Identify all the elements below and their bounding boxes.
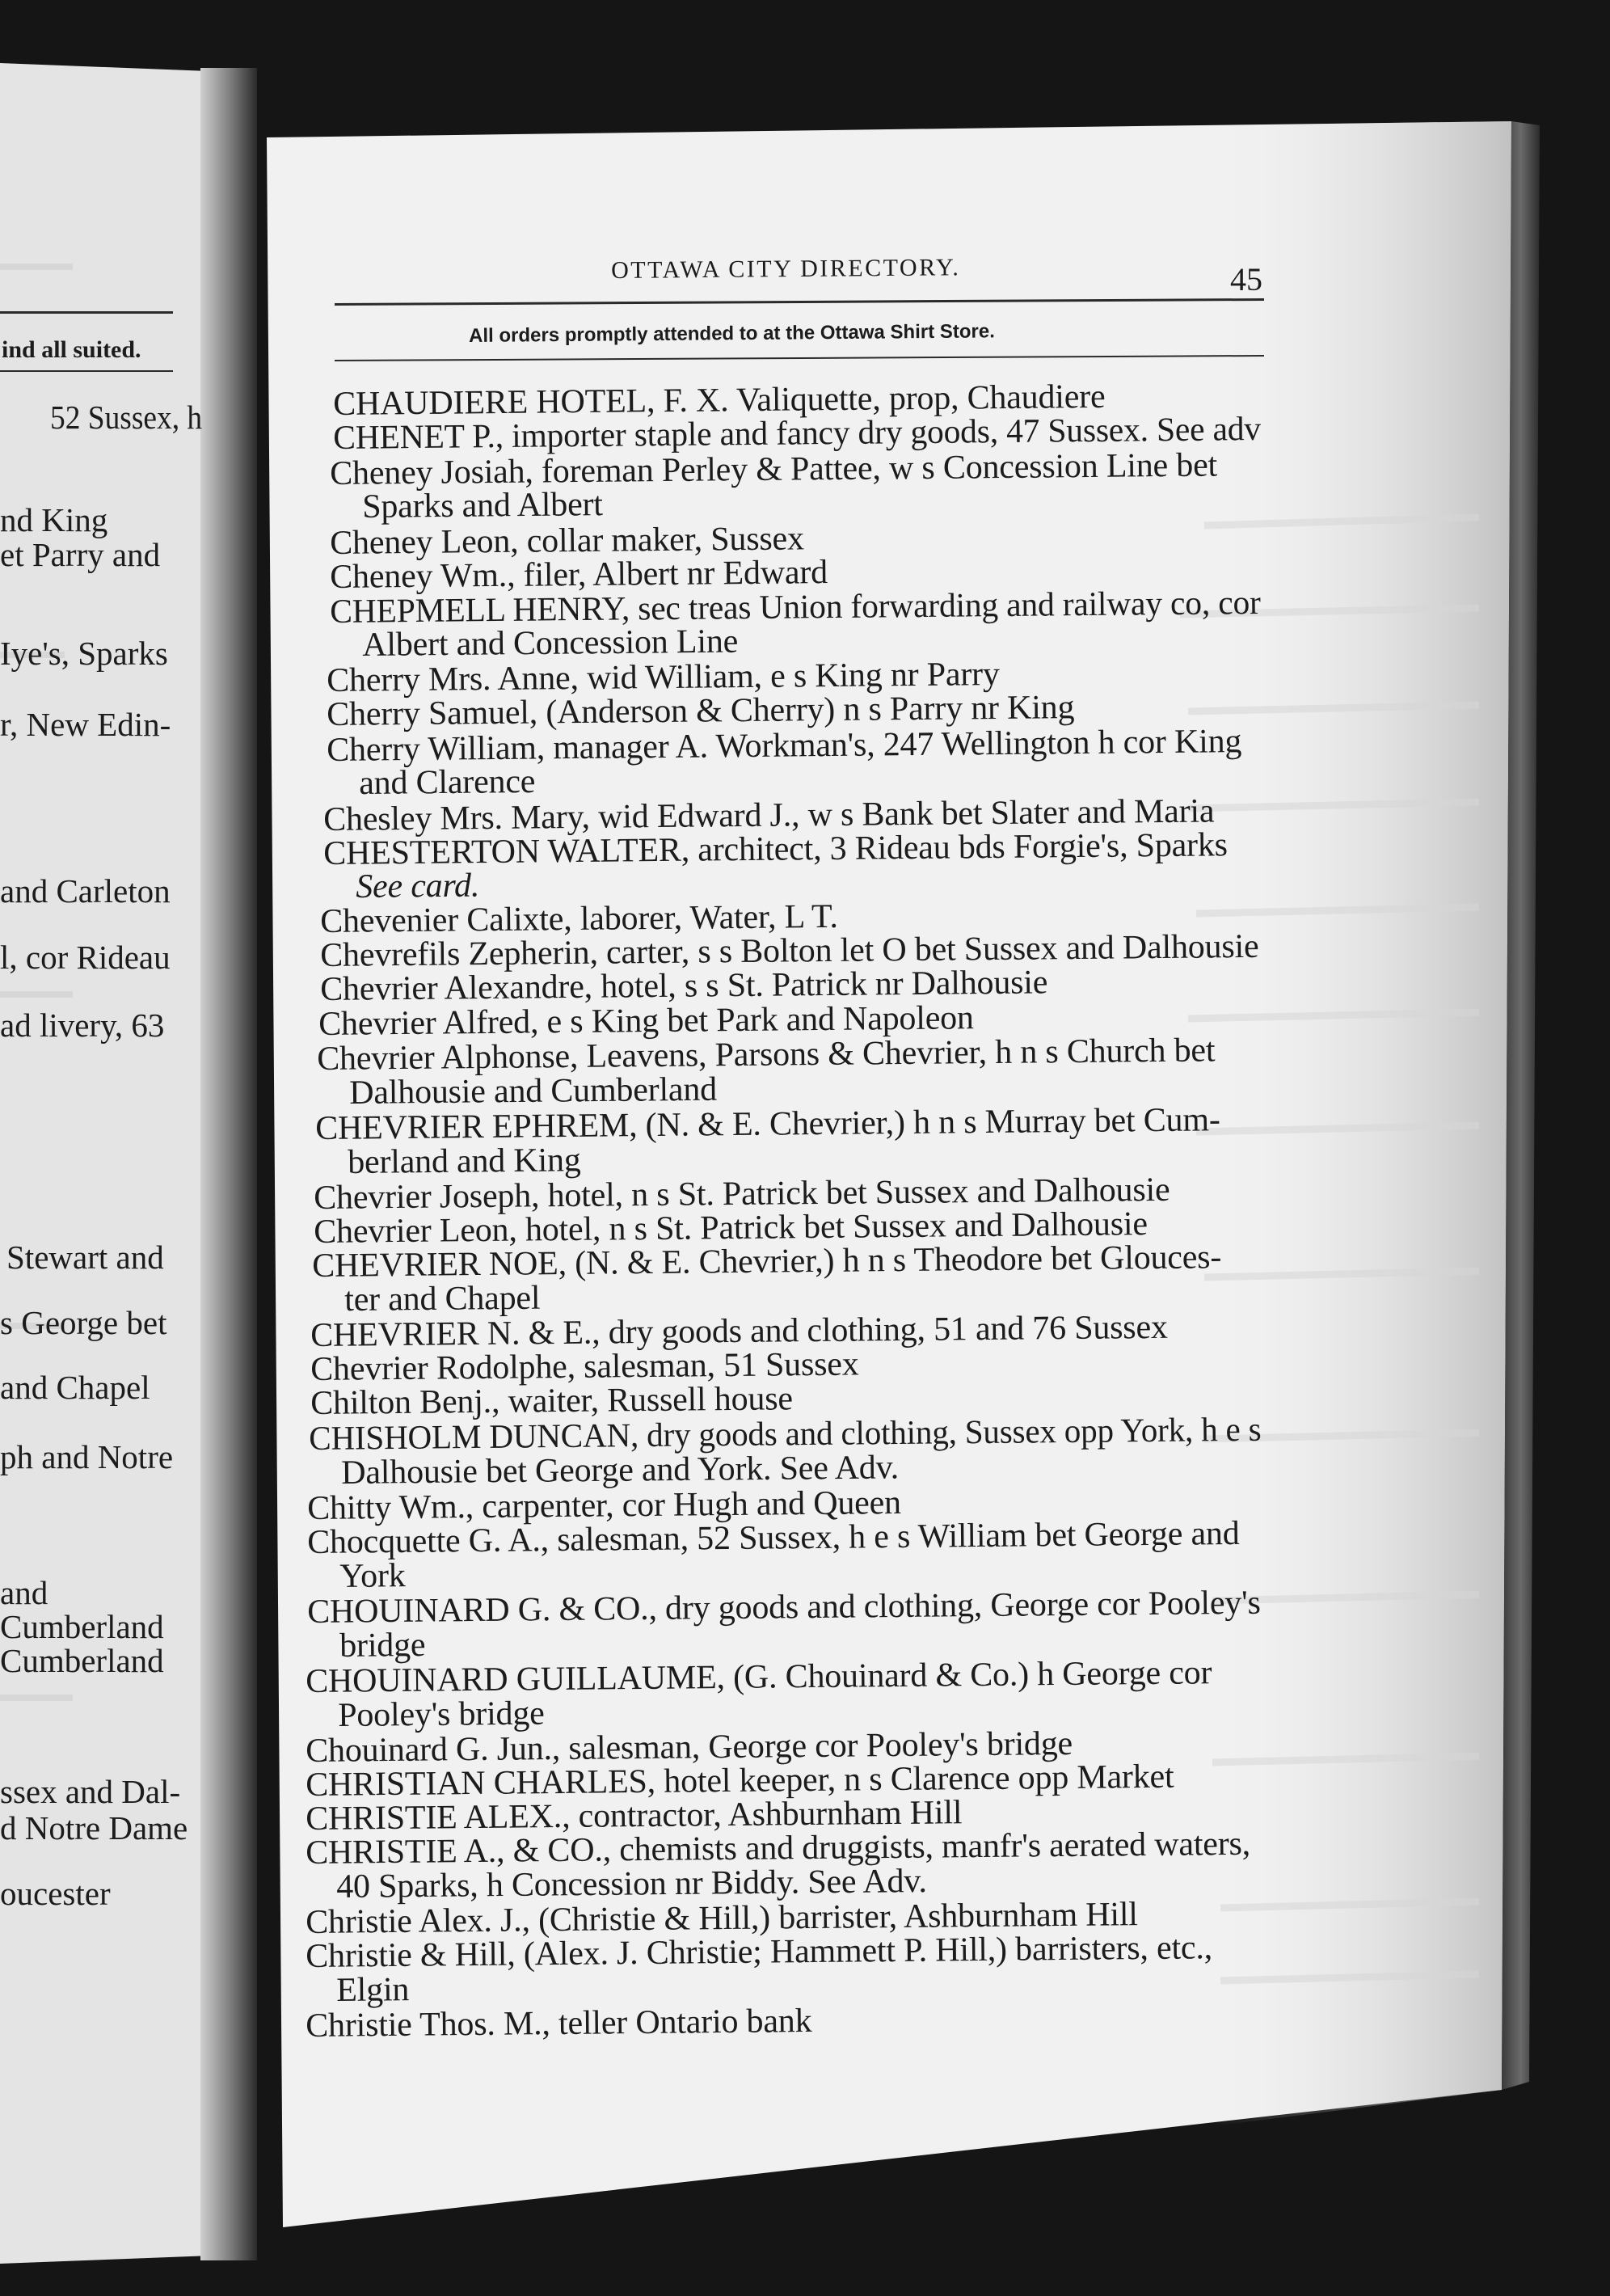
left-header-rule <box>0 311 173 314</box>
directory-entry: Chevrier Alphonse, Leavens, Parsons & Chevrier, h n s Church bet <box>317 1032 1216 1078</box>
left-fragment: oucester <box>0 1875 111 1912</box>
directory-entry: CHEVRIER N. & E., dry goods and clothing, 51 and 76 Sussex <box>310 1308 1168 1354</box>
directory-entry: CHISHOLM DUNCAN, dry goods and clothing, Sussex opp York, h e s <box>309 1411 1262 1458</box>
directory-entry: Chevrier Leon, hotel, n s St. Patrick bet Sussex and Dalhousie <box>314 1205 1148 1251</box>
directory-entry: CHRISTIE ALEX., contractor, Ashburnham Hill <box>306 1794 963 1838</box>
left-fragment: and Chapel <box>0 1369 150 1406</box>
directory-entry-continuation: and Clarence <box>359 762 536 802</box>
directory-entry-continuation: 40 Sparks, h Concession nr Biddy. See Adv. <box>336 1862 927 1906</box>
directory-entry-continuation: See card. <box>356 867 480 905</box>
left-fragment: and Carleton <box>0 872 171 910</box>
left-fragment: Iye's, Sparks <box>0 635 168 672</box>
directory-entry-continuation: Dalhousie and Cumberland <box>349 1070 718 1112</box>
directory-entry-continuation: ter and Chapel <box>344 1279 541 1319</box>
left-fragment: l, cor Rideau <box>0 939 171 976</box>
directory-entry: Chevenier Calixte, laborer, Water, L T. <box>320 897 838 940</box>
left-fragment: ssex and Dal- <box>0 1773 181 1810</box>
directory-entry: Chouinard G. Jun., salesman, George cor Pooley's bridge <box>306 1724 1073 1770</box>
directory-entry-continuation: York <box>339 1557 406 1595</box>
left-fragment: et Parry and <box>0 536 161 573</box>
directory-entry-continuation: Sparks and Albert <box>362 486 603 525</box>
directory-entry: Chocquette G. A., salesman, 52 Sussex, h e s William bet George and <box>307 1514 1240 1561</box>
left-fragment: d Notre Dame <box>0 1809 188 1847</box>
directory-entry: Chilton Benj., waiter, Russell house <box>310 1380 794 1422</box>
left-fragment: s George bet <box>0 1304 167 1341</box>
directory-entry: Cheney Wm., filer, Albert nr Edward <box>330 554 828 596</box>
directory-entry: CHOUINARD G. & CO., dry goods and clothing, George cor Pooley's <box>307 1584 1261 1631</box>
directory-entry: CHRISTIE A., & CO., chemists and druggists, manfr's aerated waters, <box>306 1825 1251 1872</box>
left-fragment: ad livery, 63 <box>0 1007 165 1044</box>
directory-entry: Cherry Samuel, (Anderson & Cherry) n s Parry nr King <box>327 689 1075 733</box>
directory-entry: Christie & Hill, (Alex. J. Christie; Hammett P. Hill,) barristers, etc., <box>306 1929 1213 1975</box>
directory-entry: Christie Thos. M., teller Ontario bank <box>306 2002 812 2045</box>
left-fragment: Stewart and <box>6 1239 164 1276</box>
store-notice: All orders promptly attended to at the Ottawa Shirt Store. <box>469 320 995 347</box>
page-number: 45 <box>1230 261 1262 298</box>
left-fragment: r, New Edin- <box>0 706 171 743</box>
left-fragment: 52 Sussex, h <box>50 399 203 436</box>
directory-entry: CHEVRIER NOE, (N. & E. Chevrier,) h n s Theodore bet Glouces- <box>312 1239 1222 1285</box>
directory-entry: Cherry Mrs. Anne, wid William, e s King nr Parry <box>327 656 1000 699</box>
left-header-fragment: ind all suited. <box>2 336 141 363</box>
left-fragment: Cumberland <box>0 1642 164 1679</box>
left-fragment: Cumberland <box>0 1608 164 1645</box>
running-title: OTTAWA CITY DIRECTORY. <box>611 254 961 284</box>
directory-entry-continuation: Albert and Concession Line <box>362 623 739 664</box>
directory-entry: Chevrier Alexandre, hotel, s s St. Patrick nr Dalhousie <box>320 964 1048 1008</box>
left-fragment: and <box>0 1574 48 1611</box>
directory-entry-continuation: Dalhousie bet George and York. See Adv. <box>341 1449 900 1492</box>
directory-entry: Chevrier Joseph, hotel, n s St. Patrick bet Sussex and Dalhousie <box>314 1171 1170 1217</box>
directory-entry: Cheney Leon, collar maker, Sussex <box>330 520 804 562</box>
directory-entry-continuation: berland and King <box>348 1142 581 1181</box>
directory-entry: CHEVRIER EPHREM, (N. & E. Chevrier,) h n s Murray bet Cum- <box>315 1101 1220 1147</box>
directory-entry: Chitty Wm., carpenter, cor Hugh and Queen <box>307 1484 902 1527</box>
directory-entry: CHESTERTON WALTER, architect, 3 Rideau bds Forgie's, Sparks <box>323 826 1229 872</box>
header-rule-bottom <box>335 355 1264 361</box>
left-fragment: ph and Notre <box>0 1438 174 1475</box>
directory-entry: CHRISTIAN CHARLES, hotel keeper, n s Clarence opp Market <box>306 1758 1174 1804</box>
directory-entry: Christie Alex. J., (Christie & Hill,) barrister, Ashburnham Hill <box>306 1896 1138 1941</box>
header-rule-top <box>335 298 1264 306</box>
directory-entry: Chevrier Alfred, e s King bet Park and Napoleon <box>318 999 974 1043</box>
directory-entry: CHENET P., importer staple and fancy dry goods, 47 Sussex. See adv <box>333 410 1262 457</box>
directory-entry: CHOUINARD GUILLAUME, (G. Chouinard & Co.) h George cor <box>306 1654 1212 1700</box>
directory-entry: CHEPMELL HENRY, sec treas Union forwarding and railway co, cor <box>330 584 1261 631</box>
left-header-rule-lower <box>0 370 173 372</box>
directory-entry: Chevrier Rodolphe, salesman, 51 Sussex <box>310 1345 859 1388</box>
directory-entry: Chevrefils Zepherin, carter, s s Bolton let O bet Sussex and Dalhousie <box>320 927 1259 974</box>
directory-entry: CHAUDIERE HOTEL, F. X. Valiquette, prop, Chaudiere <box>333 378 1106 423</box>
directory-entry-continuation: Elgin <box>336 1971 410 2009</box>
directory-entry: Cherry William, manager A. Workman's, 247 Wellington h cor King <box>327 723 1242 769</box>
left-fragment: nd King <box>0 501 108 538</box>
directory-entry-continuation: bridge <box>339 1626 426 1665</box>
directory-entry-continuation: Pooley's bridge <box>338 1695 545 1734</box>
directory-entry: Cheney Josiah, foreman Perley & Pattee, w s Concession Line bet <box>330 446 1218 492</box>
directory-entry: Chesley Mrs. Mary, wid Edward J., w s Bank bet Slater and Maria <box>323 792 1215 838</box>
